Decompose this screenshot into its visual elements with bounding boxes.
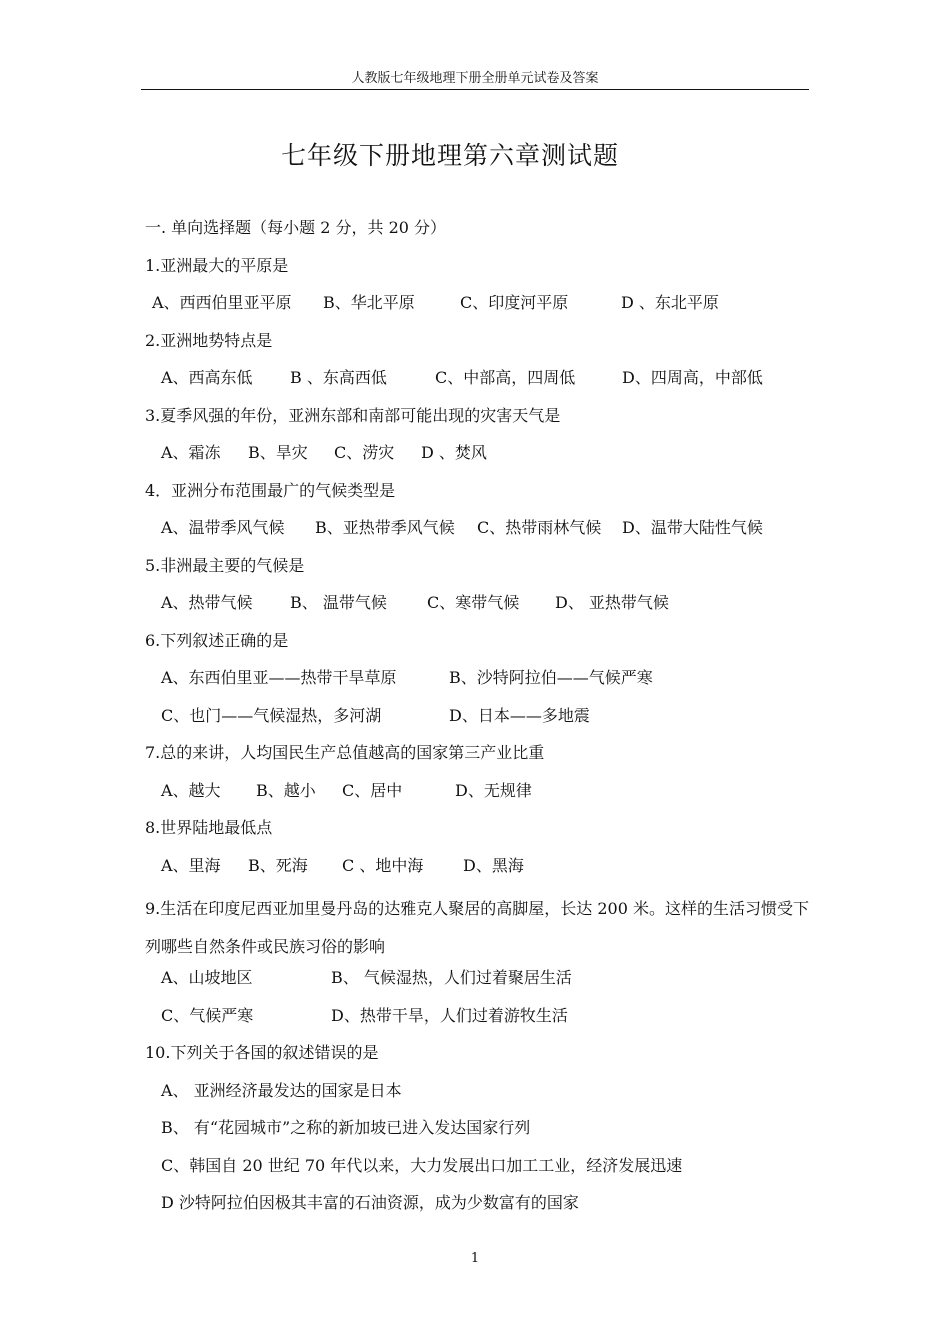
option-b: B、 气候湿热，人们过着聚居生活 xyxy=(331,968,572,987)
option-b: B、旱灾 xyxy=(248,443,308,462)
option-row xyxy=(145,965,813,1003)
option-b: B、 温带气候 xyxy=(290,593,387,612)
option-c: C、涝灾 xyxy=(334,443,395,462)
option-row xyxy=(145,440,813,478)
option-a: A、 亚洲经济最发达的国家是日本 xyxy=(161,1080,402,1100)
running-header: 人教版七年级地理下册全册单元试卷及答案 xyxy=(351,71,599,86)
page-title: 七年级下册地理第六章测试题 xyxy=(280,141,619,170)
question-stem: 8.世界陆地最低点 xyxy=(145,818,273,837)
option-a: A、西西伯里亚平原 xyxy=(152,293,292,312)
section-heading: 一. 单向选择题（每小题 2 分，共 20 分） xyxy=(145,218,447,237)
question-stem: 9.生活在印度尼西亚加里曼丹岛的达雅克人聚居的高脚屋，长达 200 米。这样的生活习惯受下列哪些自然条件或民族习俗的影响 xyxy=(145,899,809,956)
option-c: C、热带雨林气候 xyxy=(477,518,602,537)
option-b: B、亚热带季风气候 xyxy=(315,518,455,537)
option-d: D、黑海 xyxy=(463,855,524,875)
option-c: C、中部高，四周低 xyxy=(435,368,576,387)
header-rule xyxy=(141,89,809,90)
option-a: A、热带气候 xyxy=(161,593,253,612)
option-a: A、山坡地区 xyxy=(161,968,253,987)
option-d: D、温带大陆性气候 xyxy=(622,518,763,537)
question-stem: 6.下列叙述正确的是 xyxy=(145,630,289,650)
option-d: D、 亚热带气候 xyxy=(555,593,669,612)
option-row xyxy=(145,665,813,703)
question-stem: 5.非洲最主要的气候是 xyxy=(145,555,305,575)
option-row xyxy=(145,1003,813,1041)
option-b: B、沙特阿拉伯——气候严寒 xyxy=(449,668,653,687)
option-c: C、寒带气候 xyxy=(427,593,520,612)
option-a: A、霜冻 xyxy=(161,443,221,462)
option-b: B、华北平原 xyxy=(323,293,415,312)
option-a: A、越大 xyxy=(161,780,221,800)
option-d: D、四周高，中部低 xyxy=(622,368,763,387)
option-row xyxy=(145,365,813,403)
option-d: D、无规律 xyxy=(455,780,532,800)
option-c: C 、地中海 xyxy=(342,855,424,875)
option-d: D、日本——多地震 xyxy=(449,705,590,725)
option-row xyxy=(145,778,813,816)
option-d: D、热带干旱，人们过着游牧生活 xyxy=(331,1005,568,1025)
option-c: C、居中 xyxy=(342,780,403,800)
option-b: B 、东高西低 xyxy=(290,368,387,387)
question-stem: 3.夏季风强的年份，亚洲东部和南部可能出现的灾害天气是 xyxy=(145,405,561,425)
option-c: C、印度河平原 xyxy=(460,293,569,312)
option-a: A、东西伯里亚——热带干旱草原 xyxy=(161,668,397,687)
option-c: C、也门——气候湿热，多河湖 xyxy=(161,705,382,725)
question-stem: 1.亚洲最大的平原是 xyxy=(145,255,289,275)
question-list xyxy=(145,215,813,1228)
option-b: B、 有“花园城市”之称的新加坡已进入发达国家行列 xyxy=(161,1118,531,1137)
question-stem: 2.亚洲地势特点是 xyxy=(145,330,273,350)
option-d: D 、焚风 xyxy=(421,443,487,462)
option-a: A、里海 xyxy=(161,855,221,875)
option-row xyxy=(145,703,813,741)
option-row xyxy=(145,590,813,628)
option-d: D 、东北平原 xyxy=(621,293,719,312)
option-row xyxy=(145,515,813,553)
option-d: D 沙特阿拉伯因极其丰富的石油资源，成为少数富有的国家 xyxy=(161,1193,579,1212)
option-b: B、越小 xyxy=(256,780,316,800)
question-stem: 10.下列关于各国的叙述错误的是 xyxy=(145,1043,379,1062)
option-c: C、韩国自 20 世纪 70 年代以来，大力发展出口加工工业，经济发展迅速 xyxy=(161,1155,683,1175)
page-number: 1 xyxy=(470,1251,480,1266)
question-stem: 4．亚洲分布范围最广的气候类型是 xyxy=(145,480,396,500)
option-c: C、气候严寒 xyxy=(161,1005,254,1025)
option-b: B、死海 xyxy=(248,855,308,875)
option-a: A、温带季风气候 xyxy=(161,518,285,537)
option-row xyxy=(145,853,813,891)
option-row xyxy=(145,290,813,328)
question-stem: 7.总的来讲，人均国民生产总值越高的国家第三产业比重 xyxy=(145,743,545,762)
option-a: A、西高东低 xyxy=(161,368,253,387)
